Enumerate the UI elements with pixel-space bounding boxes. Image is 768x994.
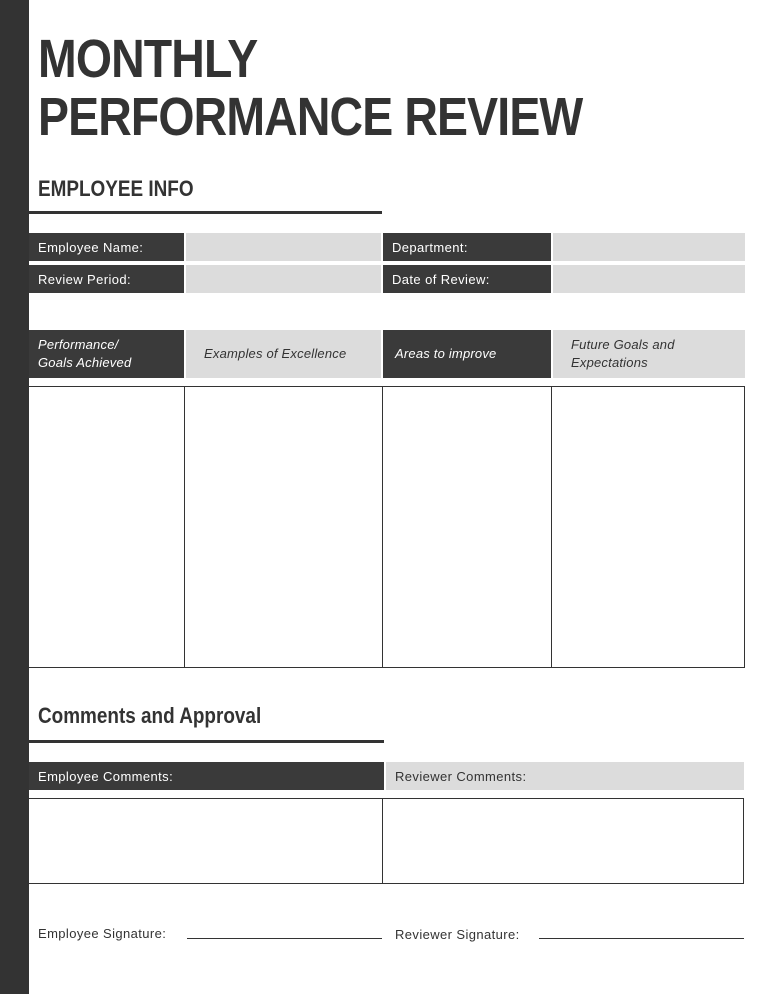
review-column-divider-1 (184, 386, 185, 668)
date-of-review-field[interactable] (553, 265, 745, 293)
reviewer-signature-line[interactable] (539, 938, 744, 939)
column-header-improve: Areas to improve (383, 330, 551, 378)
department-label: Department: (383, 233, 551, 261)
comments-heading: Comments and Approval (38, 703, 262, 728)
date-of-review-label: Date of Review: (383, 265, 551, 293)
department-field[interactable] (553, 233, 745, 261)
review-column-divider-2 (382, 386, 383, 668)
review-table-body[interactable] (29, 386, 745, 668)
employee-name-label: Employee Name: (29, 233, 184, 261)
employee-name-field[interactable] (186, 233, 381, 261)
page-title (38, 30, 640, 146)
review-period-field[interactable] (186, 265, 381, 293)
column-header-performance: Performance/ Goals Achieved (29, 330, 184, 378)
review-period-label: Review Period: (29, 265, 184, 293)
employee-info-heading: EMPLOYEE INFO (38, 176, 194, 201)
comments-rule (29, 740, 384, 743)
left-accent-bar (0, 0, 29, 994)
employee-comments-label: Employee Comments: (29, 762, 384, 790)
review-column-divider-3 (551, 386, 552, 668)
comments-box[interactable] (29, 798, 744, 884)
reviewer-comments-label: Reviewer Comments: (386, 762, 744, 790)
comments-divider (382, 798, 383, 884)
column-header-excellence: Examples of Excellence (186, 330, 381, 378)
title-line-2: PERFORMANCE REVIEW (38, 87, 583, 147)
employee-signature-label: Employee Signature: (38, 926, 167, 941)
column-header-future-goals: Future Goals and Expectations (553, 330, 745, 378)
title-line-1: MONTHLY (38, 29, 258, 89)
employee-signature-line[interactable] (187, 938, 382, 939)
reviewer-signature-label: Reviewer Signature: (395, 927, 520, 942)
employee-info-rule (29, 211, 382, 214)
